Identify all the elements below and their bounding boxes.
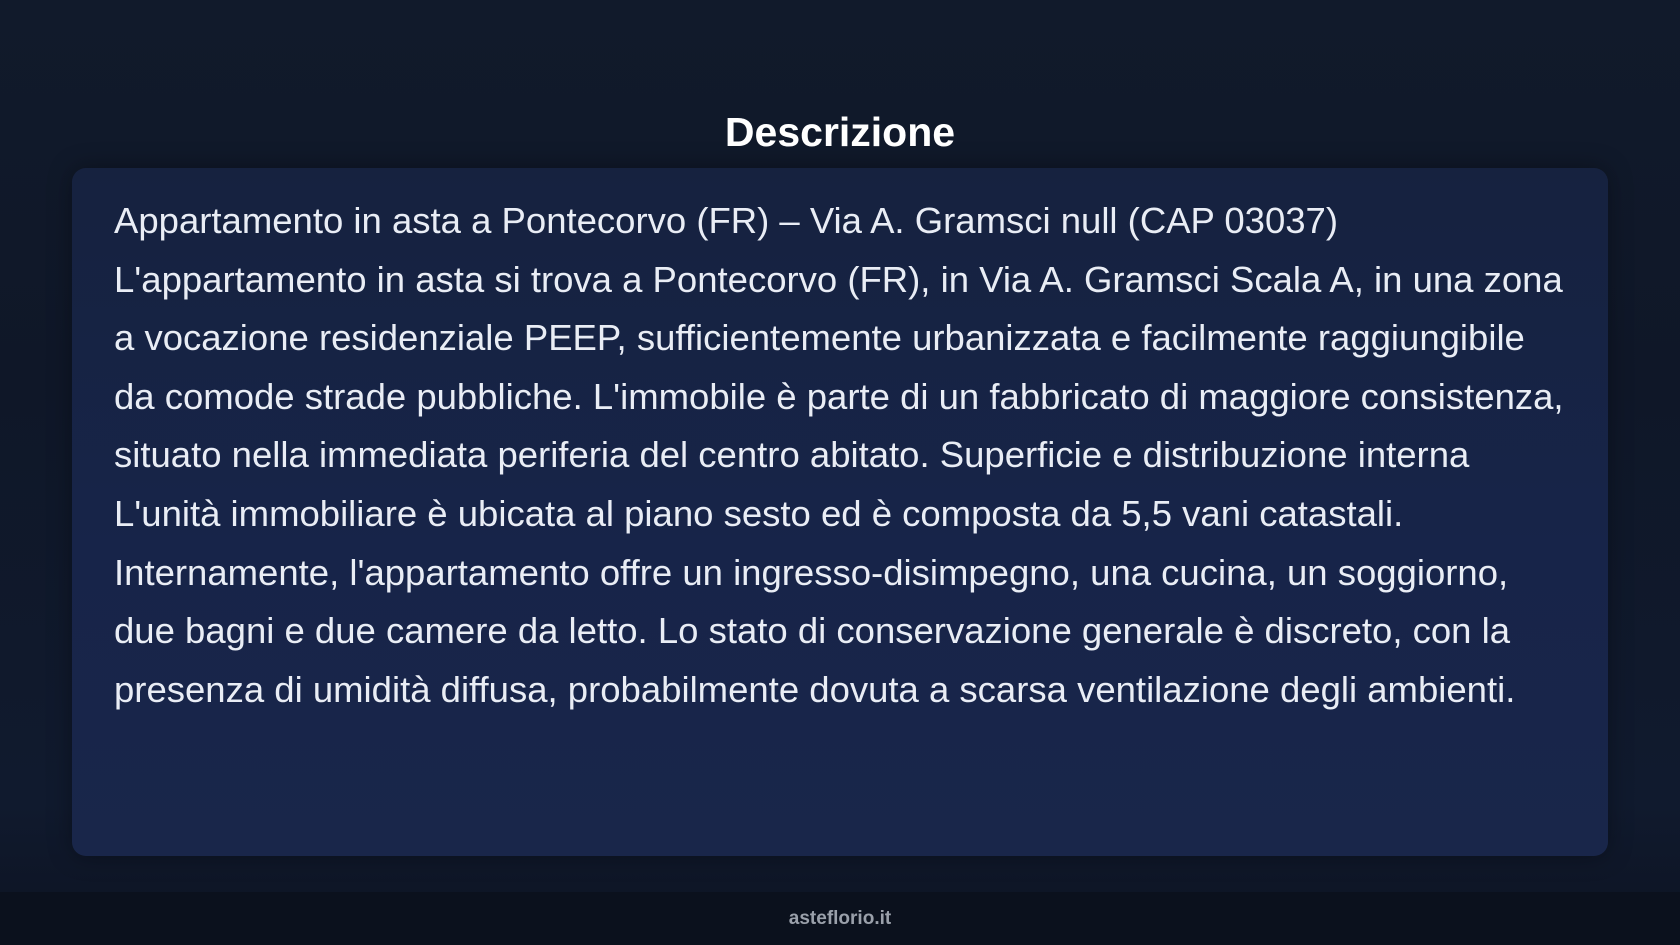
footer [0,892,1680,945]
description-text: Appartamento in asta a Pontecorvo (FR) – Via A. Gramsci null (CAP 03037) L'appartamento in asta si trova a Pontecorvo (FR), in Via A. Gramsci Scala A, in una zona a vocazione residenziale PEEP, sufficientemente urbanizzata e facilmente raggiungibile da comode strade pubbliche. L'immobile è parte di un fabbricato di maggiore consistenza, situato nella immediata periferia del centro abitato. Superficie e distribuzione interna L'unità immobiliare è ubicata al piano sesto ed è composta da 5,5 vani catastali. Internamente, l'appartamento offre un ingresso-disimpegno, una cucina, un soggiorno, due bagni e due camere da letto. Lo stato di conservazione generale è discreto, con la presenza di umidità diffusa, probabilmente dovuta a scarsa ventilazione degli ambienti. [114,200,1564,710]
description-card [72,168,1608,856]
footer-site-link[interactable]: asteflorio.it [788,908,892,929]
page-title: Descrizione [724,109,956,156]
